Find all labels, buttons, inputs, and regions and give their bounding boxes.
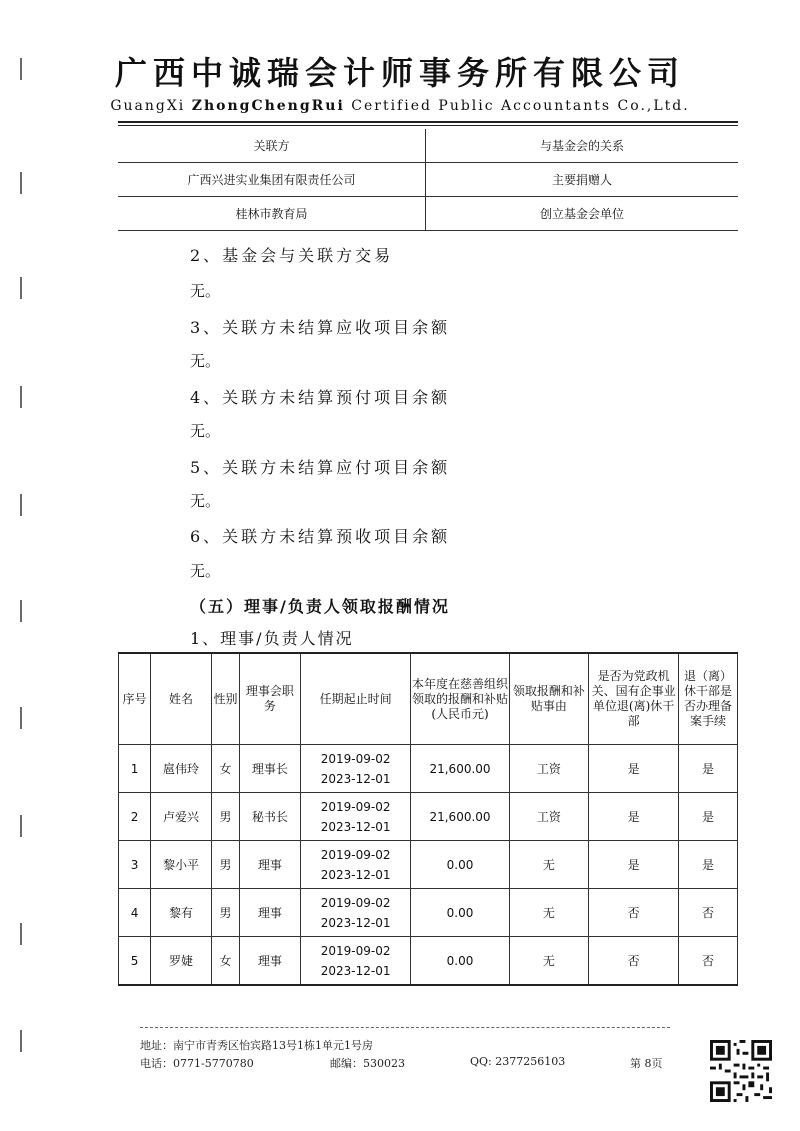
cell-retired: 否: [589, 889, 679, 937]
cell-filed: 是: [679, 793, 738, 841]
term-start: 2019-09-02: [320, 799, 391, 814]
term-end: 2023-12-01: [320, 867, 391, 882]
firm-name-en-part2: ZhongChengRui: [191, 98, 345, 114]
cell-retired: 是: [589, 745, 679, 793]
cell-term: [300, 889, 411, 937]
section-heading: 4、关联方未结算预付项目余额: [190, 388, 451, 407]
cell-amount: 21,600.00: [411, 793, 509, 841]
column-header: 领取报酬和补贴事由: [509, 653, 589, 745]
footer-qq: QQ: 2377256103: [470, 1055, 566, 1068]
cell-gender: 女: [212, 937, 240, 986]
table-row: [118, 129, 738, 163]
cell-position: 理事长: [239, 745, 300, 793]
cell-no: 3: [119, 841, 151, 889]
cell-retired: 否: [589, 937, 679, 986]
binding-mark: [20, 707, 22, 729]
table-row: [118, 163, 738, 197]
table-header-row: [119, 653, 738, 745]
column-header: 退（离）休干部是否办理备案手续: [679, 653, 738, 745]
related-party-relation: 主要捐赠人: [426, 163, 739, 197]
binding-mark: [20, 172, 22, 194]
cell-filed: 是: [679, 841, 738, 889]
table-row: [119, 889, 738, 937]
column-header: 关联方: [118, 129, 426, 163]
header-rule: [118, 125, 738, 126]
cell-no: 4: [119, 889, 151, 937]
cell-gender: 女: [212, 745, 240, 793]
related-party-table: [118, 129, 738, 231]
cell-name: 黎小平: [151, 841, 212, 889]
section-heading: 2、基金会与关联方交易: [190, 246, 394, 265]
binding-mark: [20, 815, 22, 837]
related-party-relation: 创立基金会单位: [426, 197, 739, 231]
table-row: [118, 197, 738, 231]
cell-position: 理事: [239, 889, 300, 937]
section-title: （五）理事/负责人领取报酬情况: [190, 597, 450, 616]
term-end: 2023-12-01: [320, 915, 391, 930]
firm-name-en-part1: GuangXi: [110, 98, 186, 114]
firm-name-chinese: 广西中诚瑞会计师事务所有限公司: [114, 54, 685, 92]
cell-amount: 0.00: [411, 937, 509, 986]
cell-retired: 是: [589, 841, 679, 889]
footer-page-number: 第 8页: [630, 1057, 663, 1070]
footer-phone: 电话：0771-5770780: [140, 1057, 254, 1070]
cell-amount: 0.00: [411, 841, 509, 889]
related-party-name: 广西兴进实业集团有限责任公司: [118, 163, 426, 197]
cell-amount: 21,600.00: [411, 745, 509, 793]
cell-gender: 男: [212, 889, 240, 937]
binding-mark: [20, 494, 22, 516]
table-row: [119, 841, 738, 889]
section-body: 无。: [190, 352, 221, 370]
cell-gender: 男: [212, 841, 240, 889]
cell-name: 扈伟玲: [151, 745, 212, 793]
cell-reason: 工资: [509, 793, 589, 841]
cell-no: 5: [119, 937, 151, 986]
cell-reason: 工资: [509, 745, 589, 793]
column-header: 性别: [212, 653, 240, 745]
column-header: 姓名: [151, 653, 212, 745]
footer-postcode: 邮编：530023: [330, 1057, 405, 1070]
column-header: 任期起止时间: [300, 653, 411, 745]
subsection-title: 1、理事/负责人情况: [190, 629, 354, 648]
cell-gender: 男: [212, 793, 240, 841]
column-header: 理事会职务: [239, 653, 300, 745]
cell-no: 1: [119, 745, 151, 793]
term-start: 2019-09-02: [320, 847, 391, 862]
qr-code-icon: [710, 1040, 772, 1102]
cell-position: 理事: [239, 841, 300, 889]
cell-filed: 是: [679, 745, 738, 793]
section-body: 无。: [190, 422, 221, 440]
header-rule: [118, 121, 738, 123]
directors-table: [118, 652, 738, 986]
term-end: 2023-12-01: [320, 963, 391, 978]
column-header: 本年度在慈善组织领取的报酬和补贴(人民币元): [411, 653, 509, 745]
binding-mark: [20, 1030, 22, 1052]
term-end: 2023-12-01: [320, 819, 391, 834]
cell-reason: 无: [509, 841, 589, 889]
column-header: 序号: [119, 653, 151, 745]
cell-name: 卢爱兴: [151, 793, 212, 841]
cell-retired: 是: [589, 793, 679, 841]
cell-reason: 无: [509, 937, 589, 986]
section-body: 无。: [190, 492, 221, 510]
cell-term: [300, 937, 411, 986]
cell-term: [300, 793, 411, 841]
firm-name-en-part3: Certified Public Accountants Co.,Ltd.: [351, 98, 690, 114]
section-body: 无。: [190, 562, 221, 580]
cell-filed: 否: [679, 937, 738, 986]
related-party-name: 桂林市教育局: [118, 197, 426, 231]
cell-term: [300, 745, 411, 793]
term-start: 2019-09-02: [320, 943, 391, 958]
section-body: 无。: [190, 282, 221, 300]
section-heading: 6、关联方未结算预收项目余额: [190, 527, 451, 546]
cell-position: 理事: [239, 937, 300, 986]
term-start: 2019-09-02: [320, 895, 391, 910]
cell-name: 罗婕: [151, 937, 212, 986]
binding-mark: [20, 386, 22, 408]
section-heading: 5、关联方未结算应付项目余额: [190, 458, 451, 477]
column-header: 与基金会的关系: [426, 129, 739, 163]
binding-mark: [20, 600, 22, 622]
cell-filed: 否: [679, 889, 738, 937]
term-end: 2023-12-01: [320, 771, 391, 786]
binding-mark: [20, 277, 22, 299]
cell-no: 2: [119, 793, 151, 841]
footer-address: 地址：南宁市青秀区怡宾路13号1栋1单元1号房: [140, 1039, 373, 1052]
section-heading: 3、关联方未结算应收项目余额: [190, 318, 451, 337]
cell-reason: 无: [509, 889, 589, 937]
term-start: 2019-09-02: [320, 751, 391, 766]
cell-name: 黎有: [151, 889, 212, 937]
firm-name-english: [0, 98, 800, 114]
cell-term: [300, 841, 411, 889]
footer-divider: [140, 1027, 670, 1028]
column-header: 是否为党政机关、国有企事业单位退(离)休干部: [589, 653, 679, 745]
cell-position: 秘书长: [239, 793, 300, 841]
table-row: [119, 793, 738, 841]
table-row: [119, 745, 738, 793]
cell-amount: 0.00: [411, 889, 509, 937]
binding-mark: [20, 923, 22, 945]
table-row: [119, 937, 738, 986]
